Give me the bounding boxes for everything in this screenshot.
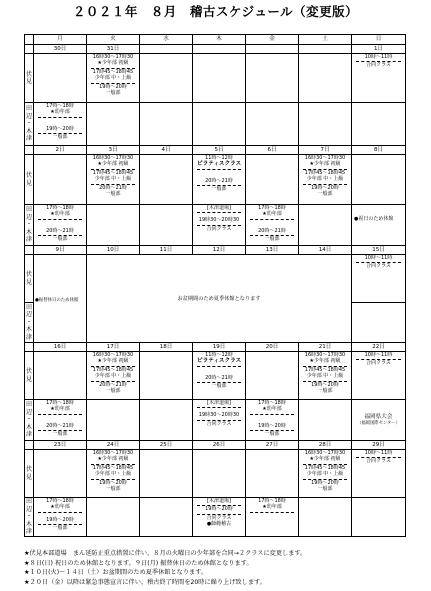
schedule-cell: 10時～11時 合同クラス bbox=[352, 352, 406, 400]
dojo-label-tanabe: 田 辺 ・ 木 津 bbox=[25, 498, 32, 536]
date-cell: 21日 bbox=[299, 343, 352, 352]
fushimi-row bbox=[25, 155, 406, 205]
schedule-cell: 11時～12時 ピラティスクラス 20時～21時 一般部 bbox=[193, 352, 246, 400]
dojo-label-fushimi: 伏 見 bbox=[25, 450, 34, 498]
note-line: ★８日(日) 祝日のため休館となります。９日(月) 振替休日のため休館となります。 bbox=[24, 559, 253, 567]
date-row bbox=[25, 343, 406, 352]
date-cell: 30日 bbox=[34, 45, 87, 54]
schedule-cell bbox=[246, 450, 299, 498]
schedule-cell: 17時～18時 ★幼年部 bbox=[246, 498, 299, 537]
weekday-wed: 水 bbox=[140, 35, 193, 45]
date-cell: 29日 bbox=[352, 441, 406, 450]
dojo-label-fushimi: 伏 見 bbox=[25, 155, 34, 205]
schedule-cell bbox=[193, 450, 246, 498]
schedule-cell: 10時～11時 合同クラス bbox=[352, 54, 406, 103]
schedule-cell: 17時～18時 ★幼年部 19時～20時 一般部 bbox=[34, 498, 87, 537]
schedule-cell: 16時30～17時30 ★少年部 初級 17時45～18時45 少年部 中・上級 19時～20時 一般部 bbox=[299, 155, 352, 205]
schedule-cell: [木津道場] 19時30～20時30 合同クラス bbox=[193, 400, 246, 441]
date-cell: 19日 bbox=[193, 343, 246, 352]
date-cell: 15日 bbox=[352, 246, 406, 255]
schedule-cell bbox=[34, 155, 87, 205]
date-cell: 2日 bbox=[34, 146, 87, 155]
date-cell: 10日 bbox=[87, 246, 140, 255]
schedule-cell: 16時30～17時30 ★少年部 初級 17時45～18時45 少年部 中・上級 20時～21時 一般部 bbox=[87, 155, 140, 205]
fushimi-row bbox=[25, 54, 406, 103]
date-cell: 24日 bbox=[87, 441, 140, 450]
notes-section bbox=[24, 549, 419, 588]
date-cell: 6日 bbox=[246, 146, 299, 155]
date-cell: 18日 bbox=[140, 343, 193, 352]
weekday-tue: 火 bbox=[87, 35, 140, 45]
date-cell: 17日 bbox=[87, 343, 140, 352]
dojo-label-tanabe: 田 辺 ・ 木 津 bbox=[25, 103, 34, 146]
date-cell: 1日 bbox=[352, 45, 406, 54]
tanabe-row bbox=[25, 498, 406, 537]
schedule-cell: [木津道場] 19時～20時 合同クラス ●師範稽古 bbox=[193, 498, 246, 537]
schedule-cell bbox=[140, 352, 193, 400]
fushimi-row bbox=[25, 450, 406, 498]
date-row bbox=[25, 441, 406, 450]
schedule-cell: 10時～11時 合同クラス bbox=[352, 255, 406, 303]
weekday-header-row bbox=[25, 35, 406, 45]
dojo-label-tanabe: 田 辺 ・ 木 津 bbox=[25, 205, 34, 246]
event-cell: 福岡県大会 （福岡国際センター） bbox=[352, 400, 406, 441]
schedule-cell bbox=[140, 155, 193, 205]
holiday-note: ●祝日のため休館 bbox=[352, 205, 406, 246]
date-cell: 13日 bbox=[246, 246, 299, 255]
schedule-table bbox=[24, 34, 406, 537]
date-cell: 8日 bbox=[352, 146, 406, 155]
date-cell: 12日 bbox=[193, 246, 246, 255]
date-cell: 28日 bbox=[299, 441, 352, 450]
schedule-cell: 17時～18時 ★幼年部 20時～21時 一般部 bbox=[34, 205, 87, 246]
date-row bbox=[25, 45, 406, 54]
weekday-thu: 木 bbox=[193, 35, 246, 45]
note-line: ★伏見本部道場 まん延防止重点措置に伴い、８月の火曜日の少年部を合同→２クラスに変更します。 bbox=[24, 550, 307, 557]
date-cell: 16日 bbox=[34, 343, 87, 352]
date-cell: 5日 bbox=[193, 146, 246, 155]
weekday-sun: 日 bbox=[352, 35, 406, 45]
date-cell: 4日 bbox=[140, 146, 193, 155]
date-cell: 11日 bbox=[140, 246, 193, 255]
schedule-cell: 16時30～17時30 ★少年部 初級 17時45～18時45 少年部 中・上級 19時～20時 一般部 bbox=[299, 352, 352, 400]
date-cell: 9日 bbox=[34, 246, 87, 255]
date-cell: 14日 bbox=[299, 246, 352, 255]
date-cell: 25日 bbox=[140, 441, 193, 450]
dojo-label-tanabe: 田 辺 ・ 木 津 bbox=[25, 400, 34, 441]
schedule-cell: [木津道場] 19時30～20時30 合同クラス bbox=[193, 205, 246, 246]
note-line: ★２０日（金）以降は緊急事態宣言に伴い、稽古終了時間を20時に繰り上げ致します。 bbox=[24, 579, 266, 587]
tanabe-row bbox=[25, 103, 406, 146]
tanabe-row bbox=[25, 205, 406, 246]
schedule-cell bbox=[34, 54, 87, 103]
date-cell: 22日 bbox=[352, 343, 406, 352]
obon-closure: お盆期間のため夏季休館となります bbox=[87, 255, 352, 343]
date-cell: 31日 bbox=[87, 45, 140, 54]
note-line: ★１０日(火)～１４日（土）お盆期間のため夏季休館となります。 bbox=[24, 569, 208, 577]
weekday-sat: 土 bbox=[299, 35, 352, 45]
weekday-mon: 月 bbox=[34, 35, 87, 45]
date-cell: 23日 bbox=[34, 441, 87, 450]
schedule-cell: 10時～11時 合同クラス bbox=[352, 450, 406, 498]
date-cell: 3日 bbox=[87, 146, 140, 155]
fushimi-row bbox=[25, 352, 406, 400]
dojo-label-fushimi: 伏 見 bbox=[25, 352, 34, 400]
date-cell: 26日 bbox=[193, 441, 246, 450]
schedule-cell: 17時～18時 ★幼年部 20時～21時 一般部 bbox=[34, 400, 87, 441]
date-row bbox=[25, 246, 406, 255]
schedule-cell: 16時30～17時30 ★少年部 初級 17時45～18時45 少年部 中・上級 19時～20時 一般部 bbox=[87, 54, 140, 103]
dojo-label-tanabe: 田 辺 ・ 木 津 bbox=[25, 303, 32, 341]
weekday-fri: 金 bbox=[246, 35, 299, 45]
date-row bbox=[25, 146, 406, 155]
schedule-cell: 16時30～17時30 ★少年部 初級 17時45～18時45 少年部 中・上級 20時～21時 一般部 bbox=[87, 352, 140, 400]
schedule-cell bbox=[299, 498, 352, 537]
page-title: ２０２１年 ８月 稽古スケジュール（変更版） bbox=[72, 4, 359, 19]
holiday-note: ●振替休日のため休館 bbox=[34, 255, 87, 343]
schedule-cell: 11時～12時 ピラティスクラス 20時～21時 一般部 bbox=[193, 155, 246, 205]
fushimi-row bbox=[25, 255, 406, 303]
schedule-cell: 17時～18時 ★幼年部 20時～21時 一般部 bbox=[246, 205, 299, 246]
schedule-cell bbox=[34, 450, 87, 498]
date-cell: 27日 bbox=[246, 441, 299, 450]
schedule-cell: 17時～18時 ★幼年部 19時～20時 一般部 bbox=[34, 103, 87, 146]
schedule-cell bbox=[34, 352, 87, 400]
schedule-cell: 16時30～17時30 ★少年部 初級 17時45～18時45 少年部 中・上級 19時～20時 一般部 bbox=[87, 450, 140, 498]
date-cell: 20日 bbox=[246, 343, 299, 352]
dojo-label-fushimi: 伏 見 bbox=[25, 255, 34, 303]
dojo-label-fushimi: 伏 見 bbox=[25, 54, 34, 103]
date-cell: 7日 bbox=[299, 146, 352, 155]
tanabe-row bbox=[25, 400, 406, 441]
schedule-cell: 17時～18時 ★幼年部 19時～20時 一般部 bbox=[246, 400, 299, 441]
schedule-cell: 16時30～17時30 ★少年部 初級 17時45～18時45 少年部 中・上級 19時～20時 一般部 bbox=[299, 450, 352, 498]
